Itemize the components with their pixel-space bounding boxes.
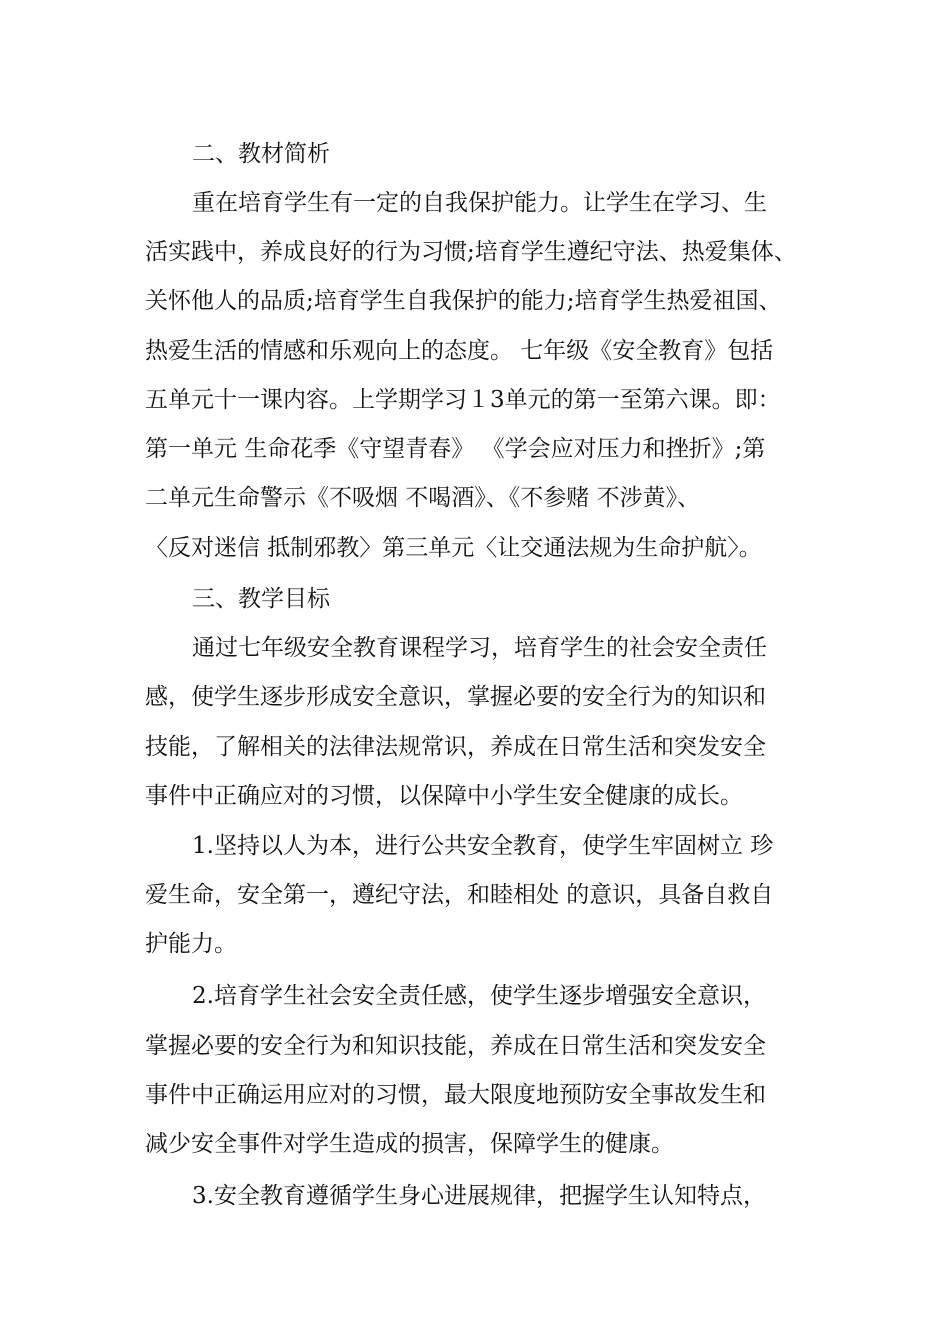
paragraph-line: 第一单元 生命花季《守望青春》 《学会应对压力和挫折》;第	[145, 436, 766, 462]
list-item-1-line: 爱生命，安全第一，遵纪守法，和睦相处 的意识，具备自救自	[145, 882, 774, 908]
paragraph-line: 〈反对迷信 抵制邪教〉第三单元〈让交通法规为生命护航〉。	[145, 535, 762, 561]
list-item-2-line: 减少安全事件对学生造成的损害，保障学生的健康。	[145, 1131, 674, 1157]
list-item-1-line: 1.坚持以人为本，进行公共安全教育，使学生牢固树立 珍	[192, 833, 774, 859]
section-heading-teaching-goals: 三、教学目标	[192, 586, 330, 612]
paragraph-line: 感，使学生逐步形成安全意识，掌握必要的安全行为的知识和	[145, 684, 766, 710]
paragraph-line: 二单元生命警示《不吸烟 不喝酒》、《不参赌 不涉黄》、	[145, 485, 701, 511]
list-item-2-line: 2.培育学生社会安全责任感，使学生逐步增强安全意识，	[192, 983, 766, 1009]
paragraph-line: 技能，了解相关的法律法规常识，养成在日常生活和突发安全	[145, 734, 766, 760]
paragraph-line: 活实践中，养成良好的行为习惯;培育学生遵纪守法、热爱集体、	[145, 239, 797, 265]
paragraph-line: 通过七年级安全教育课程学习，培育学生的社会安全责任	[192, 635, 767, 661]
paragraph-line: 重在培育学生有一定的自我保护能力。让学生在学习、生	[192, 190, 767, 216]
paragraph-line: 事件中正确应对的习惯，以保障中小学生安全健康的成长。	[145, 783, 743, 809]
paragraph-line: 五单元十一课内容。上学期学习１3单元的第一至第六课。即：	[145, 387, 781, 413]
section-heading-textbook-analysis: 二、教材简析	[192, 141, 330, 167]
list-item-3-line: 3.安全教育遵循学生身心进展规律，把握学生认知特点，	[192, 1183, 766, 1209]
paragraph-line: 热爱生活的情感和乐观向上的态度。 七年级《安全教育》包括	[145, 338, 774, 364]
list-item-1-line: 护能力。	[145, 931, 237, 957]
list-item-2-line: 掌握必要的安全行为和知识技能，养成在日常生活和突发安全	[145, 1033, 766, 1059]
paragraph-line: 关怀他人的品质;培育学生自我保护的能力;培育学生热爱祖国、	[145, 288, 782, 314]
list-item-2-line: 事件中正确运用应对的习惯，最大限度地预防安全事故发生和	[145, 1082, 766, 1108]
